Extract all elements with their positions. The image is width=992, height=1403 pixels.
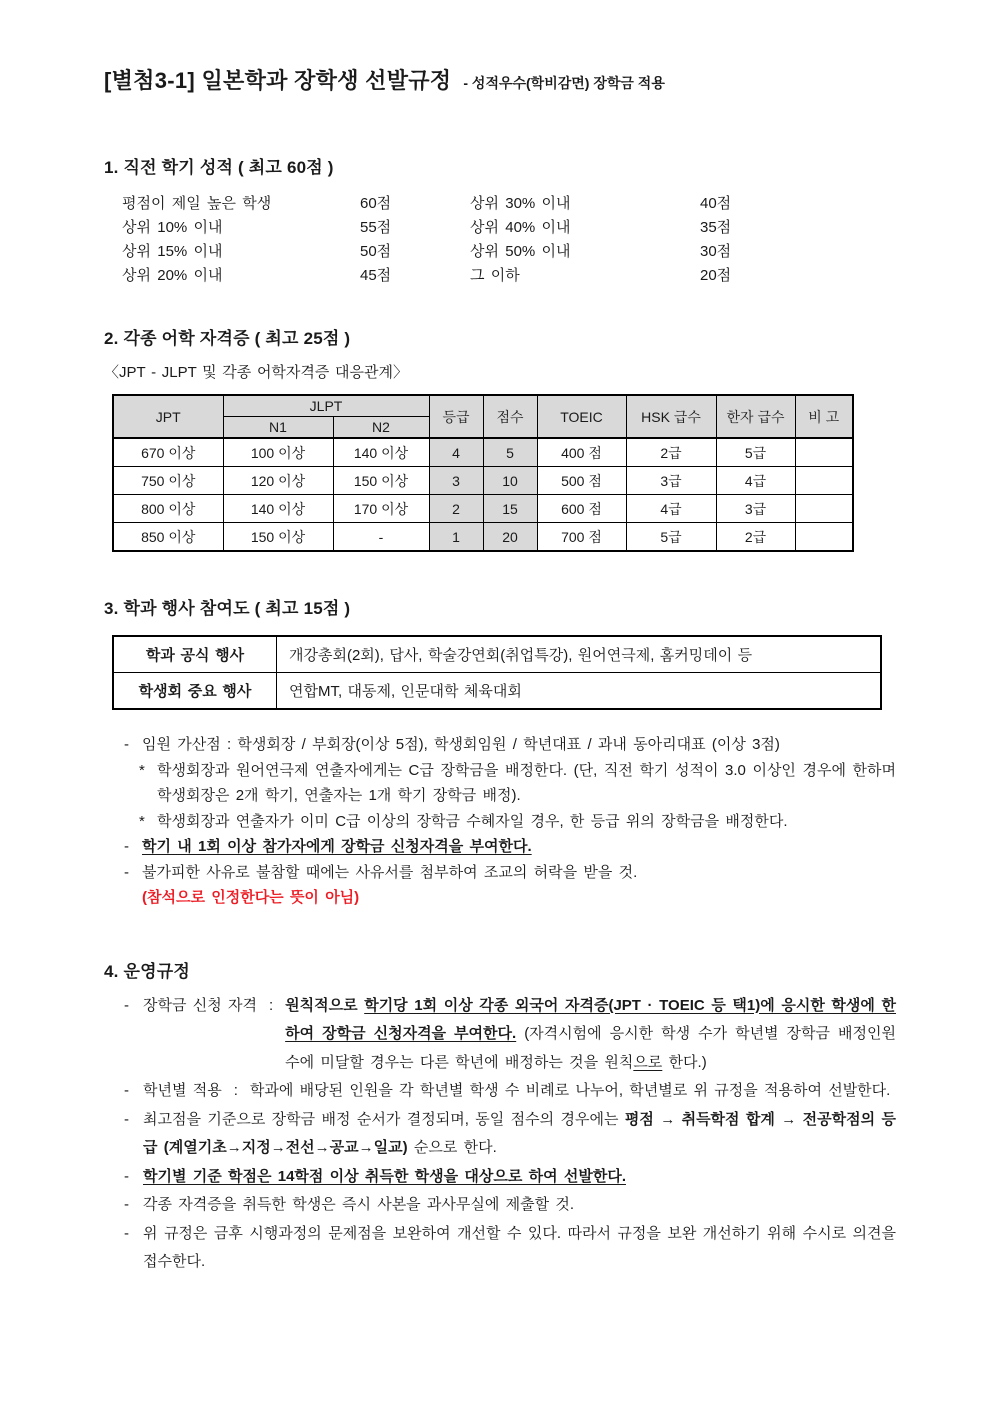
- rule-application-eligibility: [124, 992, 896, 1078]
- cell-hsk: 3급: [626, 467, 716, 495]
- language-cert-caption: 〈JPT - JLPT 및 각종 어학자격증 대응관계〉: [104, 364, 409, 381]
- grade-score: 50점: [360, 243, 392, 260]
- rule-text: 학과에 배당된 인원을 각 학년별 학생 수 비례로 나누어, 학년별로 위 규정을 적용하여 선발한다.: [249, 1082, 891, 1099]
- cell-toeic: 400 점: [537, 438, 626, 467]
- cell-grade: 4: [429, 438, 483, 467]
- grade-label: 상위 20% 이내: [122, 267, 223, 284]
- cell-jpt: 750 이상: [113, 467, 223, 495]
- grade-score: 30점: [700, 243, 732, 260]
- table-row: [113, 495, 853, 523]
- grade-label: 상위 15% 이내: [122, 243, 223, 260]
- rule-tiebreak-order: [124, 1106, 896, 1163]
- section-3-heading: 3. 학과 행사 참여도 ( 최고 15점 ): [104, 599, 351, 618]
- col-header-note: 비 고: [795, 395, 853, 438]
- cell-hanja: 2급: [716, 523, 795, 552]
- page-subtitle: - 성적우수(학비감면) 장학금 적용: [463, 75, 665, 91]
- cell-n1: 120 이상: [223, 467, 333, 495]
- col-header-hsk: HSK 급수: [626, 395, 716, 438]
- grade-score: 35점: [700, 219, 732, 236]
- col-header-grade: 등급: [429, 395, 483, 438]
- section-3-notes: [124, 732, 896, 911]
- col-header-n1: N1: [223, 417, 333, 439]
- grade-score: 60점: [360, 195, 392, 212]
- note-president-director: * 학생회장과 원어연극제 연출자에게는 C급 장학금을 배정한다. (단, 직전 학기 성적이 3.0 이상인 경우에 한하며 학생회장은 2개 학기, 연출자는 1개 학기 장학금 배정).: [124, 758, 896, 809]
- table-row: [113, 673, 881, 710]
- dash-marker: -: [124, 1167, 129, 1185]
- cell-jpt: 850 이상: [113, 523, 223, 552]
- grade-label: 상위 30% 이내: [470, 195, 571, 212]
- event-row-value: 연합MT, 대동제, 인문대학 체육대회: [277, 673, 882, 710]
- cell-n2: 150 이상: [333, 467, 429, 495]
- col-header-n2: N2: [333, 417, 429, 439]
- cell-n1: 140 이상: [223, 495, 333, 523]
- dash-marker: -: [124, 838, 129, 855]
- rule-minimum-credits: [124, 1163, 896, 1192]
- col-header-jlpt: JLPT: [223, 395, 429, 417]
- note-already-recipient: * 학생회장과 연출자가 이미 C급 이상의 장학금 수혜자일 경우, 한 등급 위의 장학금을 배정한다.: [124, 809, 896, 835]
- cell-n2: 140 이상: [333, 438, 429, 467]
- table-row: [113, 438, 853, 467]
- note-red-warning: (참석으로 인정한다는 뜻이 아님): [142, 889, 360, 906]
- cell-toeic: 600 점: [537, 495, 626, 523]
- dash-marker: -: [124, 1196, 129, 1213]
- table-row: [113, 467, 853, 495]
- col-header-jpt: JPT: [113, 395, 223, 438]
- cell-score: 5: [483, 438, 537, 467]
- event-row-value: 개강총회(2회), 답사, 학술강연회(취업특강), 원어연극제, 홈커밍데이 등: [277, 636, 882, 673]
- note-attendance-rule: - 학기 내 1회 이상 참가자에게 장학금 신청자격을 부여한다.: [124, 834, 896, 860]
- page-title: [별첨3-1] 일본학과 장학생 선발규정: [104, 68, 452, 93]
- table-row: [113, 523, 853, 552]
- cell-hanja: 5급: [716, 438, 795, 467]
- rule-text: 위 규정은 금후 시행과정의 문제점을 보완하여 개선할 수 있다. 따라서 규정을 보완 개선하기 위해 수시로 의견을 접수한다.: [143, 1224, 896, 1270]
- rule-per-year-application: [124, 1077, 896, 1106]
- grade-score: 45점: [360, 267, 392, 284]
- col-header-hanja: 한자 급수: [716, 395, 795, 438]
- title-row: [104, 64, 896, 95]
- cell-n2: 170 이상: [333, 495, 429, 523]
- language-cert-table: [112, 394, 854, 552]
- grade-score: 40점: [700, 195, 732, 212]
- rule-future-amendment: [124, 1220, 896, 1277]
- cell-note: [795, 438, 853, 467]
- section-2-heading: 2. 각종 어학 자격증 ( 최고 25점 ): [104, 329, 351, 348]
- cell-hanja: 4급: [716, 467, 795, 495]
- col-header-score: 점수: [483, 395, 537, 438]
- col-header-toeic: TOEIC: [537, 395, 626, 438]
- cell-score: 20: [483, 523, 537, 552]
- note-absence-rule: - 불가피한 사유로 불참할 때에는 사유서를 첨부하여 조교의 허락을 받을 것.: [124, 860, 896, 886]
- rule-text: 최고점을 기준으로 장학금 배정 순서가 결정되며, 동일 점수의 경우에는 평점 → 취득학점 합계 → 전공학점의 등급 (계열기초→지정→전선→공교→일교) 순으로 한다.: [143, 1110, 896, 1156]
- cell-note: [795, 467, 853, 495]
- cell-jpt: 800 이상: [113, 495, 223, 523]
- rule-text: 학기별 기준 학점은 14학점 이상 취득한 학생을 대상으로 하여 선발한다.: [143, 1167, 626, 1185]
- cell-hsk: 2급: [626, 438, 716, 467]
- table-row: [113, 636, 881, 673]
- dash-marker: -: [124, 1110, 129, 1128]
- section-1-heading: 1. 직전 학기 성적 ( 최고 60점 ): [104, 158, 334, 177]
- cell-toeic: 500 점: [537, 467, 626, 495]
- grade-score-grid: [122, 192, 896, 288]
- grade-label: 상위 40% 이내: [470, 219, 571, 236]
- cell-hsk: 4급: [626, 495, 716, 523]
- cell-score: 10: [483, 467, 537, 495]
- rule-label: 장학금 신청 자격: [143, 996, 257, 1014]
- grade-score: 20점: [700, 267, 732, 284]
- cell-grade: 1: [429, 523, 483, 552]
- grade-label: 상위 50% 이내: [470, 243, 571, 260]
- star-marker: *: [139, 812, 145, 830]
- event-participation-table: [112, 635, 882, 710]
- grade-score: 55점: [360, 219, 392, 236]
- grade-label: 상위 10% 이내: [122, 219, 223, 236]
- section-4-heading: 4. 운영규정: [104, 961, 190, 981]
- dash-marker: -: [124, 736, 129, 753]
- cell-toeic: 700 점: [537, 523, 626, 552]
- cell-note: [795, 523, 853, 552]
- cell-grade: 2: [429, 495, 483, 523]
- event-row-label: 학과 공식 행사: [113, 636, 277, 673]
- cell-hanja: 3급: [716, 495, 795, 523]
- dash-marker: -: [124, 1224, 129, 1242]
- grade-label: 그 이하: [470, 267, 520, 284]
- cell-hsk: 5급: [626, 523, 716, 552]
- colon: :: [233, 1082, 238, 1099]
- dash-marker: -: [124, 996, 129, 1014]
- colon: :: [268, 996, 274, 1014]
- cell-n2: -: [333, 523, 429, 552]
- cell-jpt: 670 이상: [113, 438, 223, 467]
- cell-score: 15: [483, 495, 537, 523]
- event-row-label: 학생회 중요 행사: [113, 673, 277, 710]
- grade-label: 평점이 제일 높은 학생: [122, 195, 272, 212]
- cell-n1: 150 이상: [223, 523, 333, 552]
- cell-n1: 100 이상: [223, 438, 333, 467]
- rule-text: 원칙적으로 학기당 1회 이상 각종 외국어 자격증(JPT · TOEIC 등 택1)에 응시한 학생에 한하여 장학금 신청자격을 부여한다. (자격시험에 응시한 학생 수가 학년별 장학금 배정인원 수에 미달할 경우는 다른 학년에 배정하는 것을 원칙으로 한다.): [285, 996, 897, 1071]
- dash-marker: -: [124, 1082, 129, 1099]
- cell-note: [795, 495, 853, 523]
- rule-text: 각종 자격증을 취득한 학생은 즉시 사본을 과사무실에 제출할 것.: [143, 1196, 575, 1213]
- star-marker: *: [139, 761, 145, 779]
- dash-marker: -: [124, 863, 129, 881]
- rule-submit-copy: [124, 1191, 896, 1220]
- note-officer-bonus: - 임원 가산점 : 학생회장 / 부회장(이상 5점), 학생회임원 / 학년대표 / 과내 동아리대표 (이상 3점): [124, 732, 896, 758]
- section-4-items: [124, 992, 896, 1277]
- rule-label: 학년별 적용: [143, 1082, 222, 1099]
- cell-grade: 3: [429, 467, 483, 495]
